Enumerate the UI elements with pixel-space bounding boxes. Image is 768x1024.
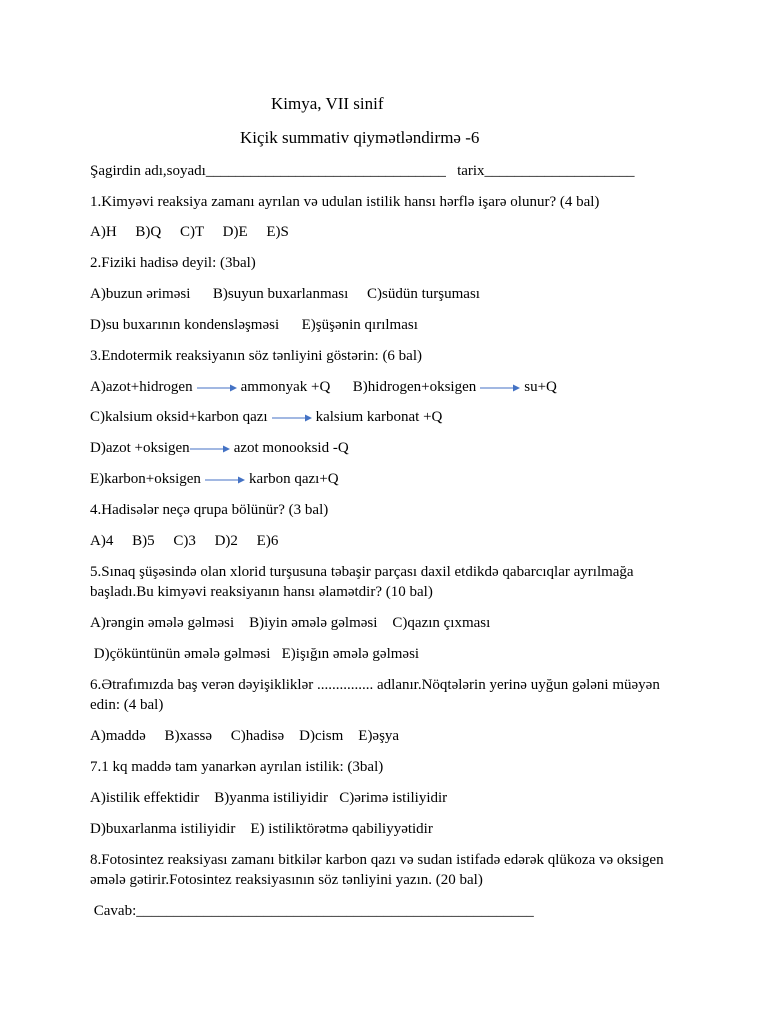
question-7-options-a: A)istilik effektidir B)yanma istiliyidir C)ərimə istiliyidir <box>90 790 448 806</box>
option-e-reactants: E)karbon+oksigen <box>90 471 201 487</box>
option-c-reactants: C)kalsium oksid+karbon qazı <box>90 409 268 425</box>
question-4-options: A)4 B)5 C)3 D)2 E)6 <box>90 533 279 549</box>
option-d-products: azot monooksid -Q <box>233 440 349 456</box>
option-d-reactants: D)azot +oksigen <box>90 440 190 456</box>
question-7: 7.1 kq maddə tam yanarkən ayrılan istilik: (3bal) <box>90 759 384 775</box>
question-1: 1.Kimyəvi reaksiya zamanı ayrılan və udulan istilik hansı hərflə işarə olunur? (4 bal) <box>90 194 600 210</box>
question-3: 3.Endotermik reaksiyanın söz tənliyini göstərin: (6 bal) <box>90 348 423 364</box>
page-subtitle: Kiçik summativ qiymətləndirmə -6 <box>240 128 480 147</box>
question-3-options-ab <box>90 377 557 397</box>
question-4: 4.Hadisələr neçə qrupa bölünür? (3 bal) <box>90 502 329 518</box>
question-1-options: A)H B)Q C)T D)E E)S <box>90 224 289 240</box>
question-7-options-b: D)buxarlanma istiliyidir E) istiliktörətmə qabiliyyətidir <box>90 821 433 837</box>
question-2-options-b: D)su buxarının kondensləşməsi E)şüşənin qırılması <box>90 317 418 333</box>
question-2-options-a: A)buzun əriməsi B)suyun buxarlanması C)südün turşuması <box>90 286 480 302</box>
question-5-line-1: 5.Sınaq şüşəsində olan xlorid turşusuna təbaşir parçası daxil etdikdə qabarcıqlar ayrılmağa <box>90 564 634 580</box>
reaction-arrow-icon <box>205 475 245 485</box>
answer-line: Cavab:_____________________________________________________ <box>90 903 534 919</box>
question-8-line-1: 8.Fotosintez reaksiyası zamanı bitkilər karbon qazı və sudan istifadə edərək qlükoza və oksigen <box>90 852 664 868</box>
question-3-option-c <box>90 407 442 427</box>
reaction-arrow-icon <box>190 444 230 454</box>
question-6-line-2: edin: (4 bal) <box>90 697 164 713</box>
question-6-options: A)maddə B)xassə C)hadisə D)cism E)əşya <box>90 728 400 744</box>
reaction-arrow-icon <box>272 413 312 423</box>
student-name-date-line: Şagirdin adı,soyadı________________________________ tarix____________________ <box>90 163 635 179</box>
question-5-options-a: A)rəngin əmələ gəlməsi B)iyin əmələ gəlməsi C)qazın çıxması <box>90 615 491 631</box>
reaction-arrow-icon <box>197 383 237 393</box>
question-5-options-b: D)çöküntünün əmələ gəlməsi E)işığın əmələ gəlməsi <box>90 646 420 662</box>
page-title: Kimya, VII sinif <box>271 94 384 113</box>
question-8-line-2: əmələ gətirir.Fotosintez reaksiyasının söz tənliyini yazın. (20 bal) <box>90 872 483 888</box>
question-6-line-1: 6.Ətrafımızda baş verən dəyişikliklər ............... adlanır.Nöqtələrin yerinə uyğun gələni müəyən <box>90 677 660 693</box>
option-e-products: karbon qazı+Q <box>248 471 339 487</box>
question-5-line-2: başladı.Bu kimyəvi reaksiyanın hansı əlamətdir? (10 bal) <box>90 584 433 600</box>
question-2: 2.Fiziki hadisə deyil: (3bal) <box>90 255 256 271</box>
reaction-arrow-icon <box>480 383 520 393</box>
option-a-products: ammonyak +Q B)hidrogen+oksigen <box>240 379 477 395</box>
option-b-products: su+Q <box>524 379 557 395</box>
question-3-option-d <box>90 438 349 458</box>
option-c-products: kalsium karbonat +Q <box>315 409 443 425</box>
option-a-reactants: A)azot+hidrogen <box>90 379 193 395</box>
question-3-option-e <box>90 469 339 489</box>
